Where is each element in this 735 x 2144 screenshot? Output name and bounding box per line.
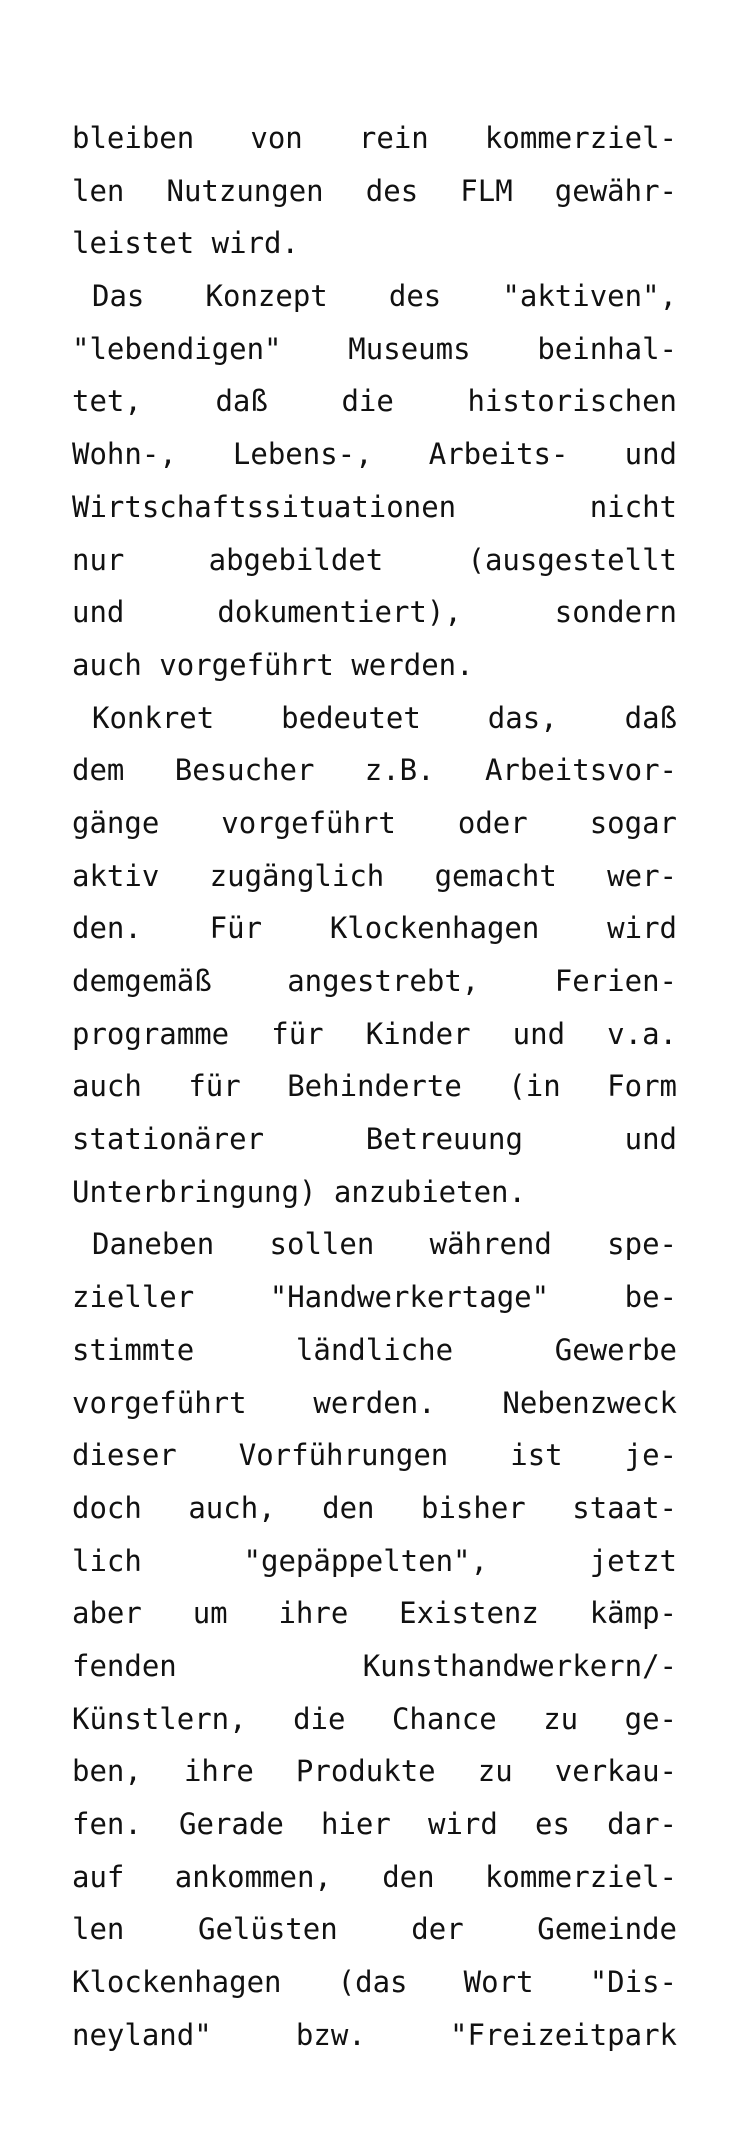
- text-line: aktiv zugänglich gemacht wer-: [72, 858, 677, 893]
- text-line: fenden Kunsthandwerkern/-: [72, 1648, 677, 1683]
- paragraph-start-line: Konkret bedeutet das, daß: [92, 700, 677, 735]
- text-line: auch vorgeführt werden.: [72, 647, 474, 682]
- text-line: Unterbringung) anzubieten.: [72, 1174, 526, 1209]
- text-line: programme für Kinder und v.a.: [72, 1016, 677, 1051]
- text-line: zieller "Handwerkertage" be-: [72, 1280, 677, 1315]
- text-line: Künstlern, die Chance zu ge-: [72, 1701, 677, 1736]
- text-line: stimmte ländliche Gewerbe: [72, 1332, 677, 1367]
- text-line: auf ankommen, den kommerziel-: [72, 1859, 677, 1894]
- text-line: tet, daß die historischen: [72, 384, 677, 419]
- text-line: doch auch, den bisher staat-: [72, 1490, 677, 1525]
- text-line: stationärer Betreuung und: [72, 1122, 677, 1157]
- text-line: Klockenhagen (das Wort "Dis-: [72, 1965, 677, 2000]
- text-line: neyland" bzw. "Freizeitpark: [72, 2017, 677, 2052]
- text-line: bleiben von rein kommerziel-: [72, 121, 677, 155]
- text-line: demgemäß angestrebt, Ferien-: [72, 964, 677, 998]
- text-line: vorgeführt werden. Nebenzweck: [72, 1385, 677, 1420]
- text-line: nur abgebildet (ausgestellt: [72, 542, 677, 577]
- text-line: auch für Behinderte (in Form: [72, 1069, 677, 1104]
- text-line: dieser Vorführungen ist je-: [72, 1438, 677, 1473]
- text-line: len Gelüsten der Gemeinde: [72, 1912, 677, 1947]
- text-line: und dokumentiert), sondern: [72, 595, 677, 630]
- text-line: len Nutzungen des FLM gewähr-: [72, 173, 677, 208]
- text-column: [72, 112, 677, 2061]
- text-line: lich "gepäppelten", jetzt: [72, 1543, 677, 1578]
- paragraph-start-line: Daneben sollen während spe-: [92, 1227, 677, 1262]
- text-line: "lebendigen" Museums beinhal-: [72, 331, 677, 366]
- text-line: dem Besucher z.B. Arbeitsvor-: [72, 753, 677, 788]
- text-line: aber um ihre Existenz kämp-: [72, 1596, 677, 1631]
- text-line: ben, ihre Produkte zu verkau-: [72, 1754, 677, 1789]
- paragraph-start-line: Das Konzept des "aktiven",: [92, 279, 677, 314]
- text-line: leistet wird.: [72, 226, 299, 261]
- text-line: Wohn-, Lebens-, Arbeits- und: [72, 437, 677, 472]
- text-line: fen. Gerade hier wird es dar-: [72, 1807, 677, 1841]
- text-line: den. Für Klockenhagen wird: [72, 911, 677, 946]
- text-line: Wirtschaftssituationen nicht: [72, 489, 677, 524]
- text-line: gänge vorgeführt oder sogar: [72, 805, 677, 840]
